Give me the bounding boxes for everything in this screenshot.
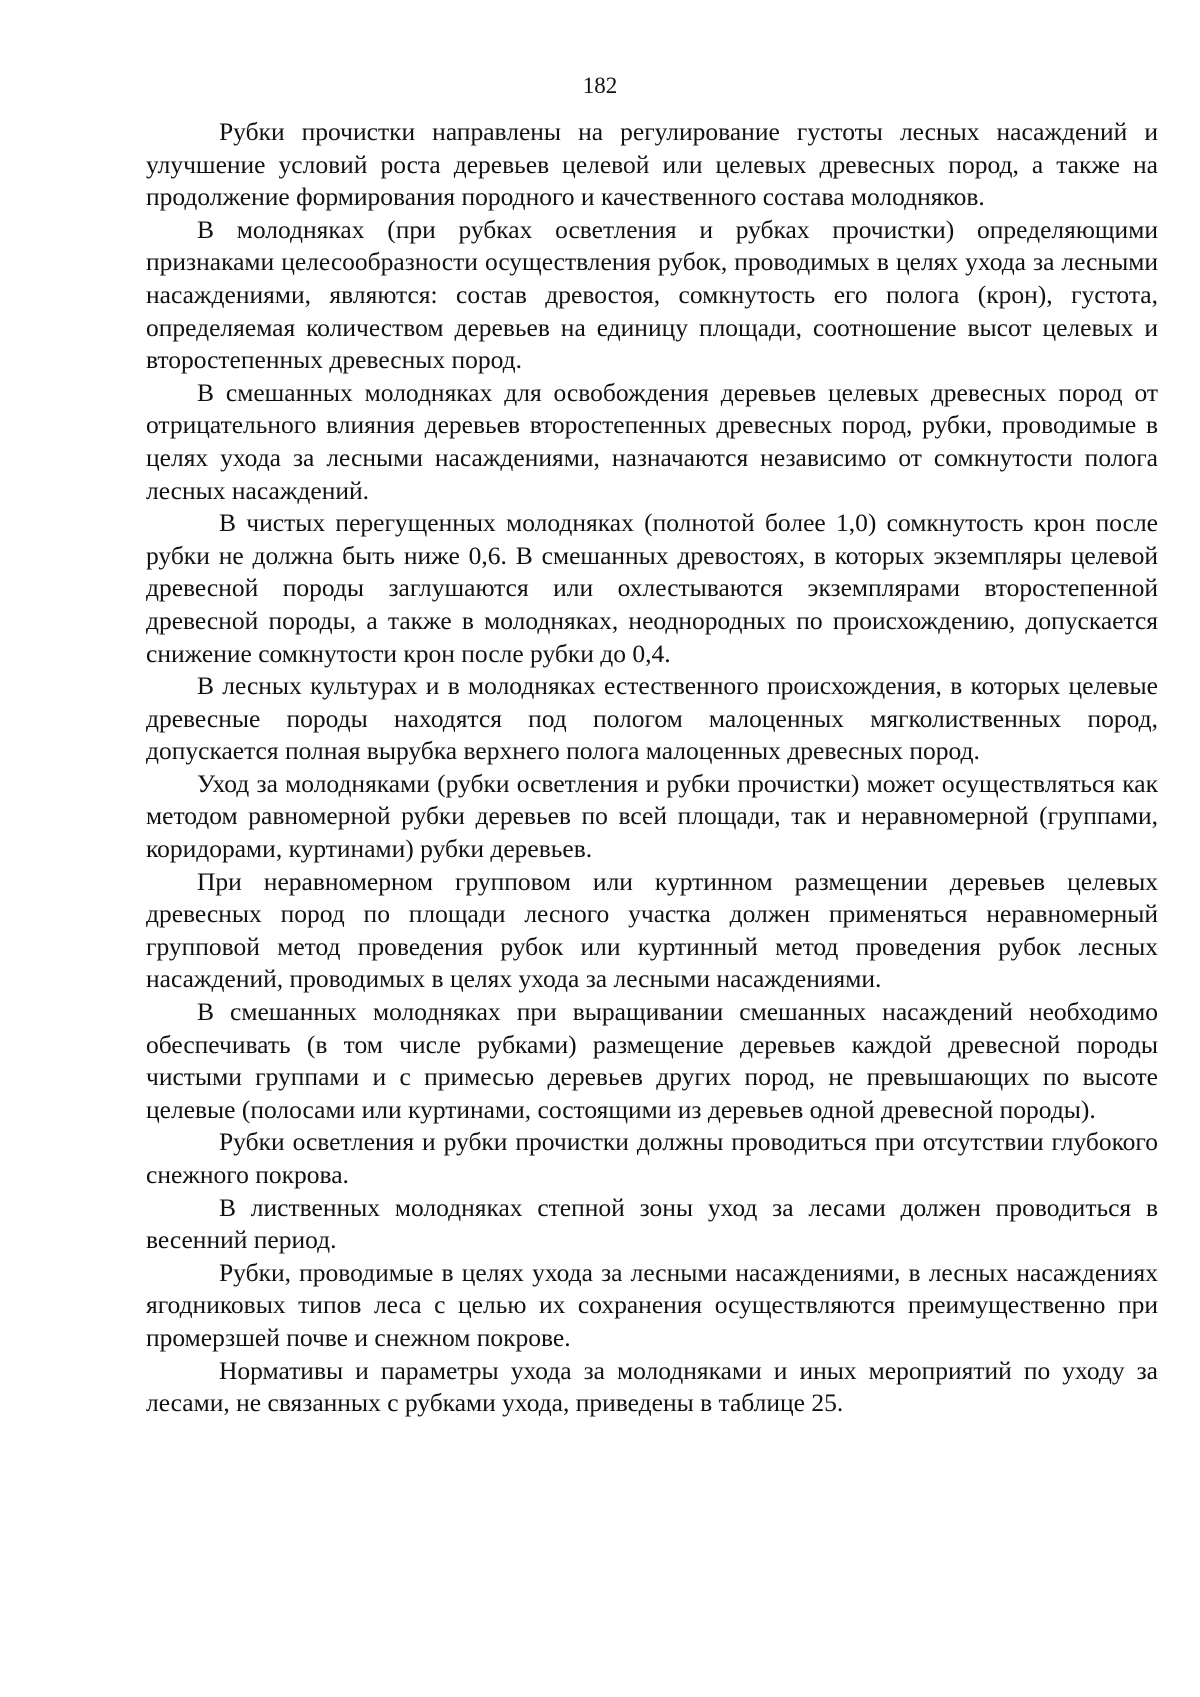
paragraph-9: Рубки осветления и рубки прочистки должны проводиться при отсутствии глубокого снежного покрова. xyxy=(146,1127,1158,1189)
paragraph-5: В лесных культурах и в молодняках естественного происхождения, в которых целевые древесные породы находятся под пологом малоценных мягколиственных пород, допускается полная вырубка верхнего полога малоценных древесных пород. xyxy=(146,671,1158,766)
paragraph-11: Рубки, проводимые в целях ухода за лесными насаждениями, в лесных насаждениях ягодниковых типов леса с целью их сохранения осуществляются преимущественно при промерзшей почве и снежном покрове. xyxy=(146,1257,1158,1352)
paragraph-6: Уход за молодняками (рубки осветления и рубки прочистки) может осуществляться как методом равномерной рубки деревьев по всей площади, так и неравномерной (группами, коридорами, куртинами) рубки деревьев. xyxy=(146,768,1158,864)
paragraph-1: Рубки прочистки направлены на регулирование густоты лесных насаждений и улучшение условий роста деревьев целевой или целевых древесных пород, а также на продолжение формирования породного и качественного состава молодняков. xyxy=(146,117,1158,212)
paragraph-10: В лиственных молодняках степной зоны уход за лесами должен проводиться в весенний период. xyxy=(146,1192,1158,1255)
paragraph-12: Нормативы и параметры ухода за молодняками и иных мероприятий по уходу за лесами, не связанных с рубками ухода, приведены в таблице 25. xyxy=(146,1355,1158,1418)
page-number: 182 xyxy=(582,73,618,98)
paragraph-7: При неравномерном групповом или куртинном размещении деревьев целевых древесных пород по площади лесного участка должен применяться неравномерный групповой метод проведения рубок или куртинный метод проведения рубок лесных насаждений, проводимых в целях ухода за лесными насаждениями. xyxy=(146,866,1158,994)
document-body xyxy=(146,116,1158,1420)
paragraph-4: В чистых перегущенных молодняках (полнотой более 1,0) сомкнутость крон после рубки не должна быть ниже 0,6. В смешанных древостоях, в которых экземпляры целевой древесной породы заглушаются или охлестываются экземплярами второстепенной древесной породы, а также в молодняках, неоднородных по происхождению, допускается снижение сомкнутости крон после рубки до 0,4. xyxy=(146,508,1158,668)
paragraph-2: В молодняках (при рубках осветления и рубках прочистки) определяющими признаками целесообразности осуществления рубок, проводимых в целях ухода за лесными насаждениями, являются: состав древостоя, сомкнутость его полога (крон), густота, определяемая количеством деревьев на единицу площади, соотношение высот целевых и второстепенных древесных пород. xyxy=(146,214,1158,375)
paragraph-8: В смешанных молодняках при выращивании смешанных насаждений необходимо обеспечивать (в том числе рубками) размещение деревьев каждой древесной породы чистыми группами и с примесью деревьев других пород, не превышающих по высоте целевые (полосами или куртинами, состоящими из деревьев одной древесной породы). xyxy=(146,997,1158,1124)
paragraph-3: В смешанных молодняках для освобождения деревьев целевых древесных пород от отрицательного влияния деревьев второстепенных древесных пород, рубки, проводимые в целях ухода за лесными насаждениями, назначаются независимо от сомкнутости полога лесных насаждений. xyxy=(146,377,1158,505)
